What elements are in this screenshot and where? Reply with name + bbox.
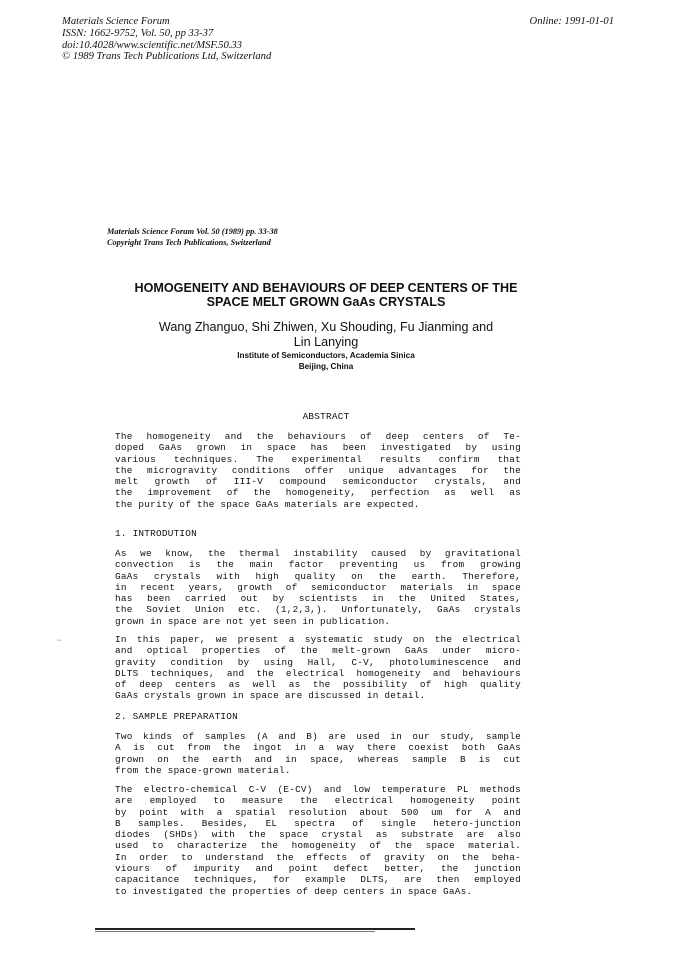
text-line: B samples. Besides, EL spectra of single hetero-junction <box>115 817 521 829</box>
affiliation <box>100 351 552 372</box>
authors-line: Lin Lanying <box>293 335 359 349</box>
text-line: Two kinds of samples (A and B) are used in our study, sample <box>115 731 521 742</box>
journal-name: Materials Science Forum <box>62 16 170 27</box>
scan-mark: ~ <box>57 636 62 645</box>
section-heading-introduction: 1. INTRODUTION <box>115 528 198 539</box>
copyright-line: © 1989 Trans Tech Publications Ltd, Switzerland <box>62 51 272 63</box>
text-line: diodes (SHDs) with the space crystal as substrate are also <box>115 829 521 841</box>
text-line: used to characterize the homogeneity of the space material. <box>115 840 521 852</box>
text-line: various techniques. The experimental results confirm that <box>115 453 521 465</box>
text-line: the improvement of the homogeneity, perfection as well as <box>115 487 521 499</box>
paragraph <box>115 548 521 627</box>
text-line: are employed to measure the electrical homogeneity point <box>115 795 521 807</box>
text-line: DLTS techniques, and the electrical homogeneity and behaviours <box>115 667 521 679</box>
section-heading-sample-preparation: 2. SAMPLE PREPARATION <box>115 711 239 722</box>
text-line: from the space-grown material. <box>115 764 291 776</box>
footer-rule <box>95 928 415 930</box>
affiliation-institute: Institute of Semiconductors, Academia Sinica <box>237 351 415 360</box>
text-line: The homogeneity and the behaviours of deep centers of Te- <box>115 431 521 442</box>
text-line: GaAs crystals grown in space are discussed in detail. <box>115 690 426 702</box>
text-line: In order to understand the effects of gravity on the beha- <box>115 851 521 863</box>
abstract-heading: ABSTRACT <box>302 411 350 422</box>
text-line: grown on the earth and in space, whereas sample B is cut <box>115 753 521 765</box>
affiliation-location: Beijing, China <box>298 361 354 371</box>
title-line: HOMOGENEITY AND BEHAVIOURS OF DEEP CENTERS OF THE <box>134 281 518 295</box>
paragraph <box>115 731 521 776</box>
paragraph <box>115 634 521 702</box>
citation-copyright: Copyright Trans Tech Publications, Switzerland <box>107 238 271 247</box>
citation-volume: Materials Science Forum Vol. 50 (1989) pp. 33-38 <box>107 227 278 236</box>
text-line: doped GaAs grown in space has been investigated by using <box>115 442 521 454</box>
text-line: to investigated the properties of deep centers in space GaAs. <box>115 885 473 897</box>
text-line: gravity condition by using Hall, C-V, photoluminescence and <box>115 656 521 668</box>
text-line: grown in space are not yet seen in publication. <box>115 615 391 627</box>
text-line: the microgravity conditions offer unique advantages for the <box>115 464 521 476</box>
text-line: the Soviet Union etc. (1,2,3,). Unfortunately, GaAs crystals <box>115 604 521 616</box>
text-line: convection is the main factor preventing us from growing <box>115 559 521 571</box>
text-line: melt growth of III-V compound semiconductor crystals, and <box>115 476 521 488</box>
text-line: In this paper, we present a systematic study on the electrical <box>115 634 521 645</box>
text-line: by point with a spatial resolution about 500 um for A and <box>115 806 521 818</box>
text-line: capacitance techniques, for example DLTS, are then employed <box>115 874 521 886</box>
doi-line: doi:10.4028/www.scientific.net/MSF.50.33 <box>62 39 242 51</box>
authors-line: Wang Zhanguo, Shi Zhiwen, Xu Shouding, Fu Jianming and <box>158 320 494 334</box>
text-line: A is cut from the ingot in a way there coexist both GaAs <box>115 742 521 754</box>
text-line: The electro-chemical C-V (E-CV) and low temperature PL methods <box>115 784 521 795</box>
paper-title <box>100 281 552 309</box>
text-line: and optical properties of the melt-grown GaAs under micro- <box>115 645 521 657</box>
abstract-body <box>115 431 521 510</box>
issn-line: ISSN: 1662-9752, Vol. 50, pp 33-37 <box>62 27 214 39</box>
journal-citation <box>107 226 278 248</box>
title-line: SPACE MELT GROWN GaAs CRYSTALS <box>206 295 446 309</box>
text-line: has been carried out by scientists in the United States, <box>115 593 521 605</box>
text-line: of deep centers as well as the possibility of high quality <box>115 679 521 691</box>
online-date: Online: 1991-01-01 <box>529 16 614 27</box>
author-list <box>100 320 552 350</box>
text-line: As we know, the thermal instability caused by gravitational <box>115 548 521 559</box>
text-line: viours of impurity and point defect better, the junction <box>115 863 521 875</box>
text-line: the purity of the space GaAs materials are expected. <box>115 498 420 510</box>
publication-metadata <box>62 16 271 63</box>
text-line: in recent years, growth of semiconductor materials in space <box>115 581 521 593</box>
footer-rule-shadow <box>95 931 375 932</box>
text-line: GaAs crystals with high quality on the earth. Therefore, <box>115 570 521 582</box>
paragraph <box>115 784 521 897</box>
